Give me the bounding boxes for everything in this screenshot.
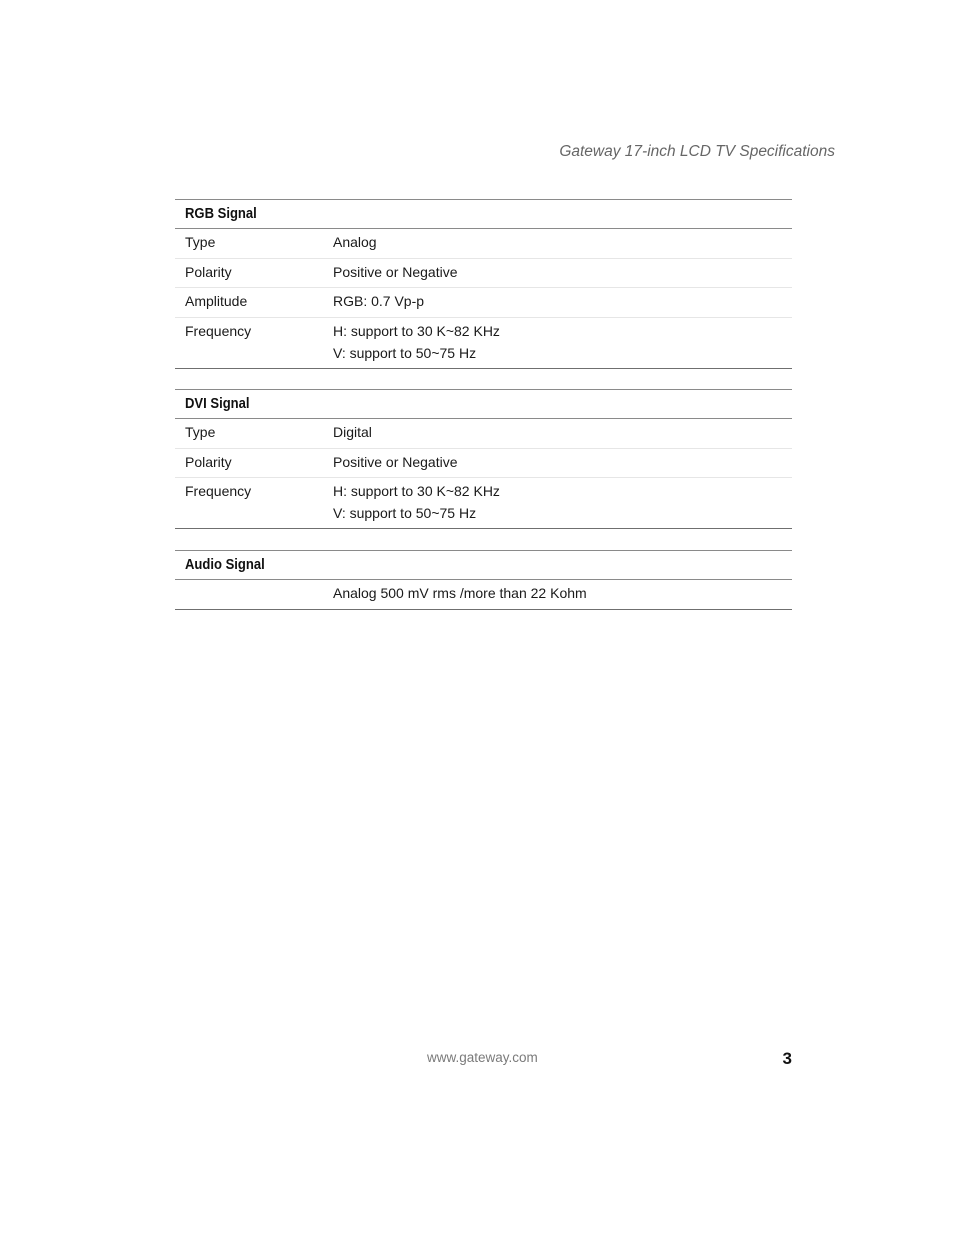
spec-label: Type: [185, 424, 216, 440]
spec-value-line: H: support to 30 K~82 KHz: [333, 322, 500, 339]
spec-value: [333, 323, 792, 368]
spec-value: [333, 424, 792, 448]
table-title: [175, 389, 792, 419]
spec-value-line: Analog: [333, 234, 377, 250]
rgb-signal-table: [175, 199, 792, 369]
spec-label: Frequency: [185, 322, 252, 339]
table-row: [175, 478, 792, 529]
footer-url: www.gateway.com: [427, 1050, 538, 1065]
audio-signal-table: [175, 550, 792, 610]
table-row: [175, 229, 792, 259]
table-title-text: DVI Signal: [185, 396, 250, 412]
spec-label: Amplitude: [185, 293, 248, 309]
table-title-text: Audio Signal: [185, 557, 265, 573]
spec-value: [333, 454, 792, 478]
table-row: [175, 419, 792, 449]
table-row: [175, 288, 792, 318]
spec-label: [175, 585, 333, 609]
page-number: 3: [782, 1049, 792, 1068]
spec-value: [333, 293, 792, 317]
spec-value-line: Positive or Negative: [333, 453, 458, 470]
table-row: [175, 259, 792, 289]
spec-value-line: Analog 500 mV rms /more than 22 Kohm: [333, 585, 587, 601]
spec-label: Frequency: [185, 483, 252, 499]
table-title: [175, 199, 792, 229]
spec-value: [333, 264, 792, 288]
spec-value-line: RGB: 0.7 Vp-p: [333, 293, 425, 309]
table-title-text: RGB Signal: [185, 206, 257, 222]
table-row: [175, 449, 792, 479]
spec-value-line: H: support to 30 K~82 KHz: [333, 483, 500, 499]
spec-label: Polarity: [185, 263, 232, 280]
spec-value-line: Digital: [333, 424, 372, 440]
spec-value: [333, 234, 792, 258]
spec-value: [333, 585, 792, 609]
spec-label: Polarity: [185, 453, 232, 470]
spec-value-line: V: support to 50~75 Hz: [333, 344, 477, 361]
table-title: [175, 550, 792, 580]
table-row: [175, 580, 792, 610]
spec-value-line: Positive or Negative: [333, 263, 458, 280]
spec-label: Type: [185, 234, 216, 250]
dvi-signal-table: [175, 389, 792, 529]
running-header-title: Gateway 17-inch LCD TV Specifications: [559, 143, 835, 160]
spec-value: [333, 483, 792, 528]
spec-value-line: V: support to 50~75 Hz: [333, 505, 477, 521]
table-row: [175, 318, 792, 369]
